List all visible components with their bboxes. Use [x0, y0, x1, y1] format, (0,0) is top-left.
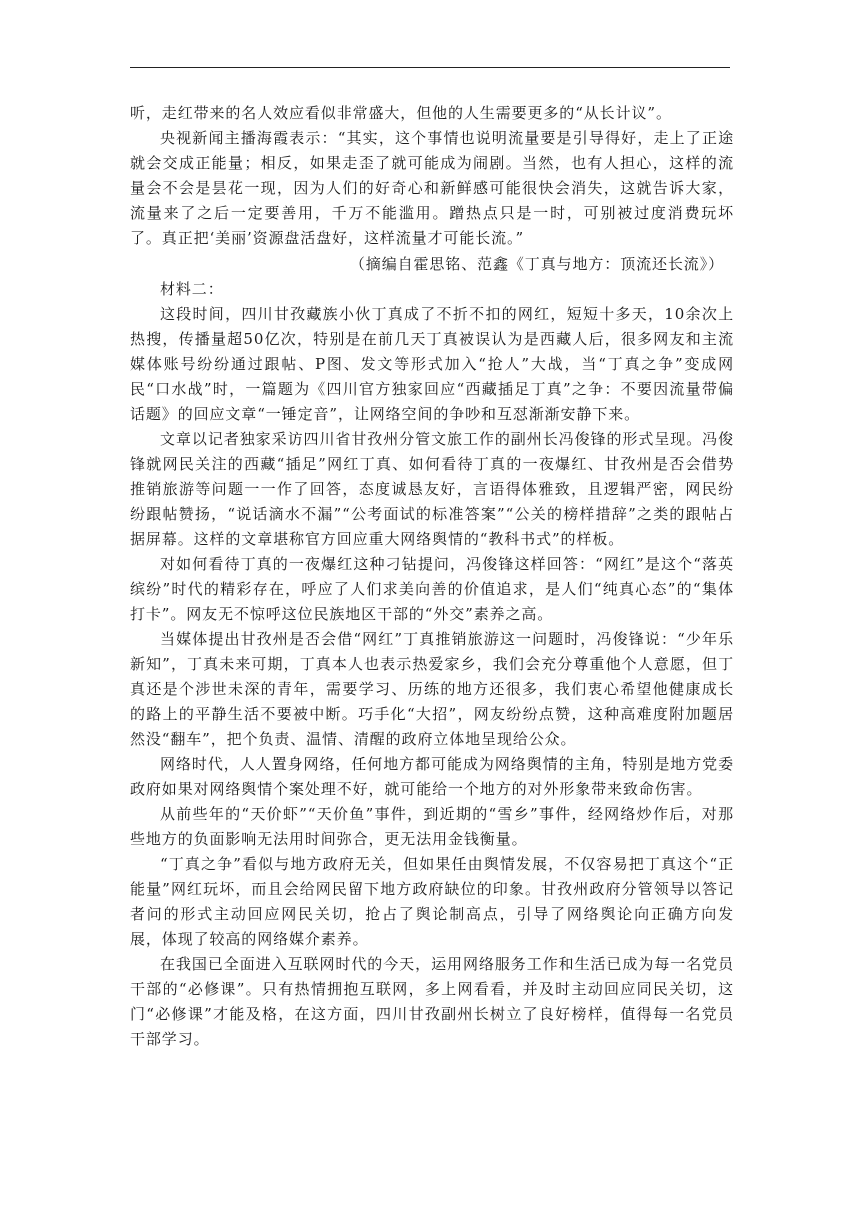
- paragraph-network-era: 网络时代，人人置身网络，任何地方都可能成为网络舆情的主角，特别是地方党委政府如果对网络舆情个案处理不好，就可能给一个地方的对外形象带来致命伤害。: [130, 755, 734, 798]
- paragraph-dingzhen-intro: 这段时间，四川甘孜藏族小伙丁真成了不折不扣的网红，短短十多天，10余次上热搜，传播量超50亿次，特别是在前几天丁真被误认为是西藏人后，很多网友和主流媒体账号纷纷通过跟帖、P图、发文等形式加入“抢人”大战，当“丁真之争”变成网民“口水战”时，一篇题为《四川官方独家回应“西藏插足丁真”之争：不要因流量带偏话题》的回应文章“一锤定音”，让网络空间的争吵和互怼渐渐安静下来。: [130, 305, 734, 423]
- article-body: [130, 101, 734, 1052]
- paragraph-tourism-answer: 当媒体提出甘孜州是否会借“网红”丁真推销旅游这一问题时，冯俊锋说：“少年乐新知”，丁真未来可期，丁真本人也表示热爱家乡，我们会充分尊重他个人意愿，但丁真还是个涉世未深的青年，需要学习、历练的地方还很多，我们衷心希望他健康成长的路上的平静生活不要被中断。巧手化“大招”，网友纷纷点赞，这种高难度附加题居然没“翻车”，把个负责、温情、清醒的政府立体地呈现给公众。: [130, 630, 734, 748]
- header-rule: [130, 67, 730, 68]
- paragraph-interview-article: 文章以记者独家采访四川省甘孜州分管文旅工作的副州长冯俊锋的形式呈现。冯俊锋就网民关注的西藏“插足”网红丁真、如何看待丁真的一夜爆红、甘孜州是否会借势推销旅游等问题一一作了回答，态度诚恳友好，言语得体雅致，且逻辑严密，网民纷纷跟帖赞扬，“说话滴水不漏”“公考面试的标准答案”“公关的榜样措辞”之类的跟帖占据屏幕。这样的文章堪称官方回应重大网络舆情的“教科书式”的样板。: [130, 430, 734, 548]
- source-citation: （摘编自霍思铭、范鑫《丁真与地方：顶流还长流》）: [349, 255, 724, 273]
- paragraph-wanghong-answer: 对如何看待丁真的一夜爆红这种刁钻提问，冯俊锋这样回答：“网红”是这个“落英缤纷”时代的精彩存在，呼应了人们求美向善的价值追求，是人们“纯真心态”的“集体打卡”。网友无不惊呼这位民族地区干部的“外交”素养之高。: [130, 555, 734, 623]
- paragraph-continuation: 听，走红带来的名人效应看似非常盛大，但他的人生需要更多的“从长计议”。: [130, 104, 672, 122]
- paragraph-dispute-analysis: “丁真之争”看似与地方政府无关，但如果任由舆情发展，不仅容易把丁真这个“正能量”网红玩坏，而且会给网民留下地方政府缺位的印象。甘孜州政府分管领导以答记者问的形式主动回应网民关切，抢占了舆论制高点，引导了网络舆论向正确方向发展，体现了较高的网络媒介素养。: [130, 855, 734, 948]
- paragraph-past-incidents: 从前些年的“天价虾”“天价鱼”事件，到近期的“雪乡”事件，经网络炒作后，对那些地方的负面影响无法用时间弥合，更无法用金钱衡量。: [130, 805, 734, 848]
- paragraph-haixia-quote: 央视新闻主播海霞表示：“其实，这个事情也说明流量要是引导得好，走上了正途就会交成正能量；相反，如果走歪了就可能成为闹剧。当然，也有人担心，这样的流量会不会是昙花一现，因为人们的好奇心和新鲜感可能很快会消失，这就告诉大家，流量来了之后一定要善用，千万不能滥用。蹭热点只是一时，可别被过度消费玩坏了。真正把‘美丽’资源盘活盘好，这样流量才可能长流。”: [130, 129, 734, 247]
- section-label-material-two: 材料二：: [160, 280, 224, 298]
- paragraph-conclusion: 在我国已全面进入互联网时代的今天，运用网络服务工作和生活已成为每一名党员干部的“必修课”。只有热情拥抱互联网，多上网看看，并及时主动回应同民关切，这门“必修课”才能及格，在这方面，四川甘孜副州长树立了良好榜样，值得每一名党员干部学习。: [130, 955, 734, 1048]
